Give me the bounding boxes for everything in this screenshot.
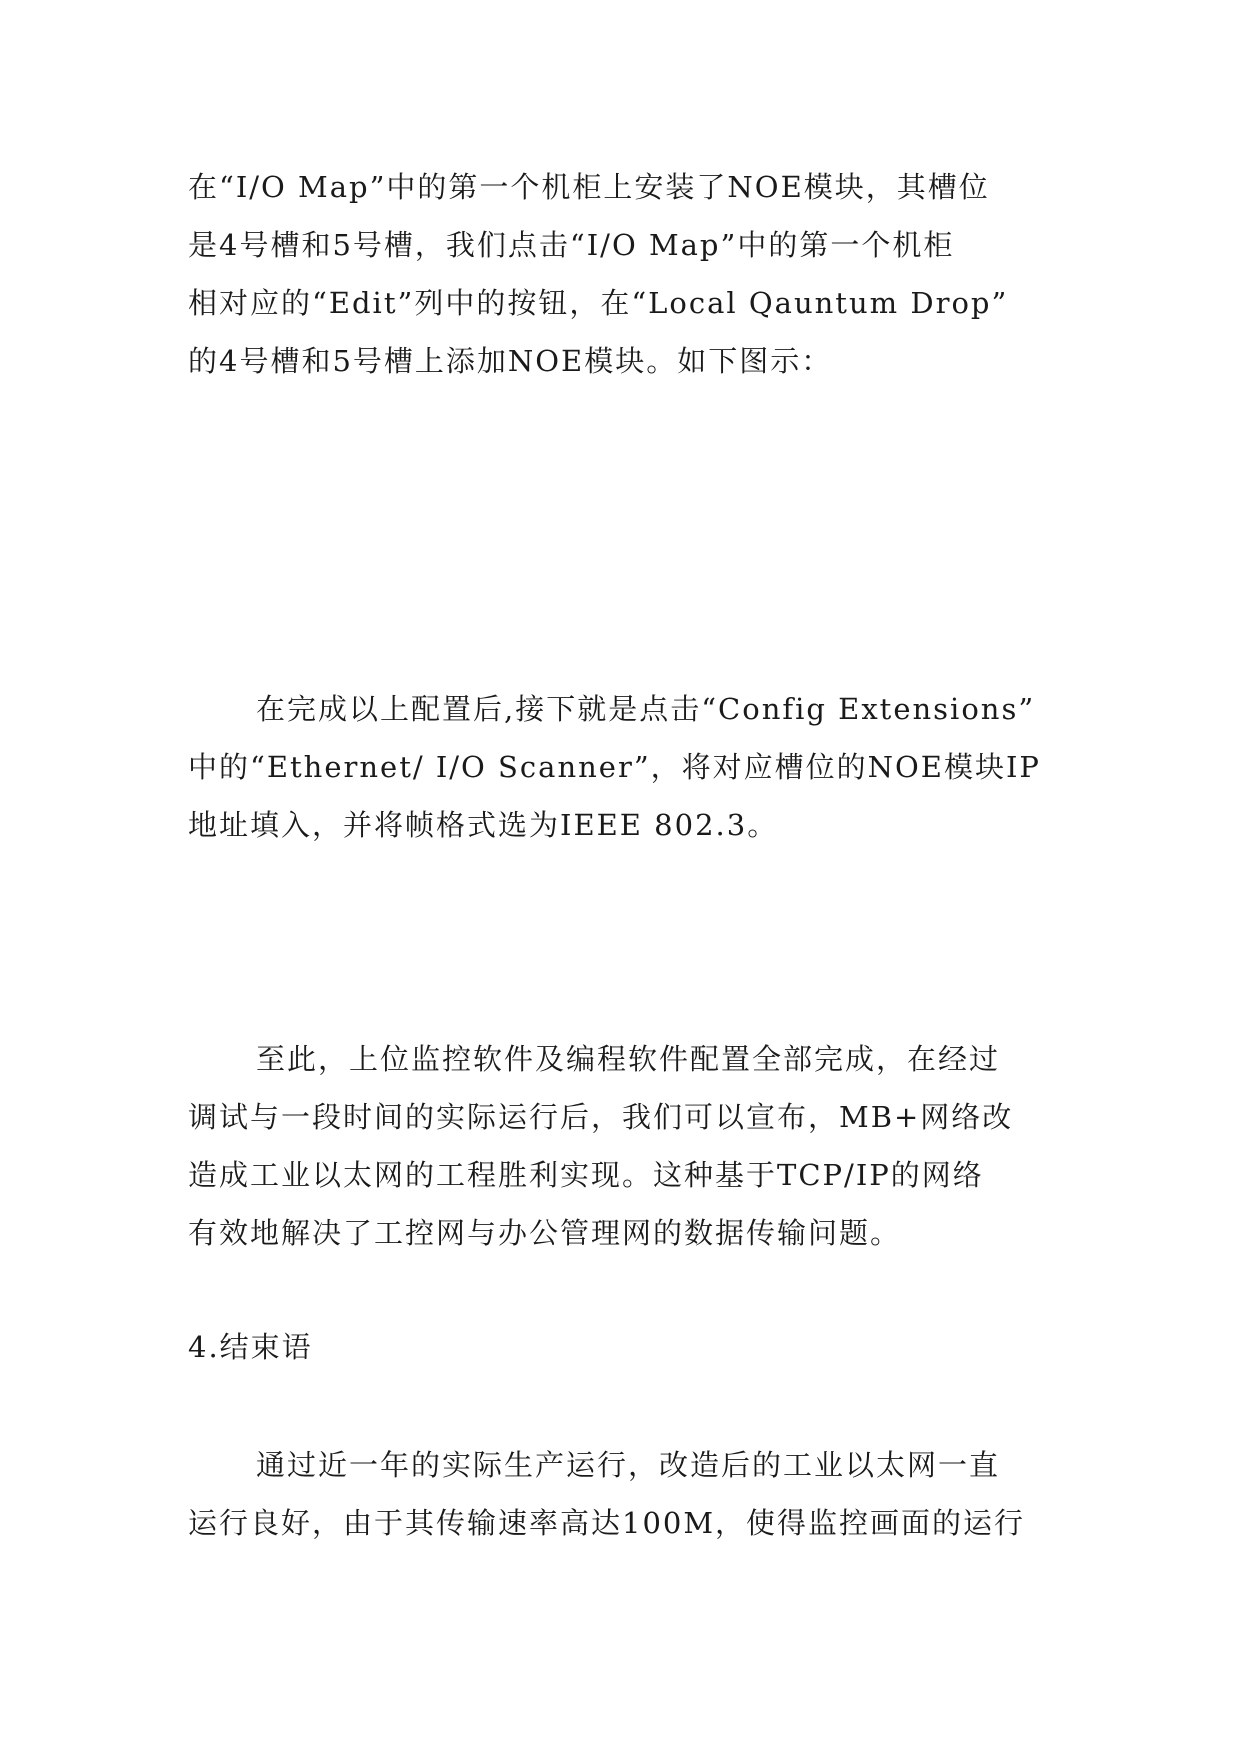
paragraph-config-extensions	[188, 680, 1058, 854]
text-line: 有效地解决了工控网与办公管理网的数据传输问题。	[188, 1216, 902, 1250]
section-heading-conclusion	[188, 1318, 1058, 1376]
text-line: 调试与一段时间的实际运行后，我们可以宣布，MB+网络改	[188, 1100, 1014, 1134]
text-line: 中的“Ethernet/ I/O Scanner”，将对应槽位的NOE模块IP	[188, 750, 1041, 784]
text-line: 的4号槽和5号槽上添加NOE模块。如下图示：	[188, 344, 833, 378]
paragraph-conclusion-body	[188, 1436, 1058, 1552]
text-line: 通过近一年的实际生产运行，改造后的工业以太网一直	[256, 1448, 1001, 1482]
text-line: 地址填入，并将帧格式选为IEEE 802.3。	[188, 808, 779, 842]
paragraph-configuration-complete	[188, 1030, 1058, 1262]
text-line: 运行良好，由于其传输速率高达100M，使得监控画面的运行	[188, 1506, 1026, 1540]
text-line: 在完成以上配置后,接下就是点击“Config Extensions”	[256, 692, 1036, 726]
text-line: 在“I/O Map”中的第一个机柜上安装了NOE模块，其槽位	[188, 170, 990, 204]
paragraph-noe-module-install	[188, 158, 1058, 390]
text-line: 至此，上位监控软件及编程软件配置全部完成，在经过	[256, 1042, 1001, 1076]
text-line: 相对应的“Edit”列中的按钮，在“Local Qauntum Drop”	[188, 286, 1009, 320]
text-line: 造成工业以太网的工程胜利实现。这种基于TCP/IP的网络	[188, 1158, 984, 1192]
text-line: 是4号槽和5号槽，我们点击“I/O Map”中的第一个机柜	[188, 228, 955, 262]
heading-text: 4.结束语	[188, 1330, 313, 1364]
